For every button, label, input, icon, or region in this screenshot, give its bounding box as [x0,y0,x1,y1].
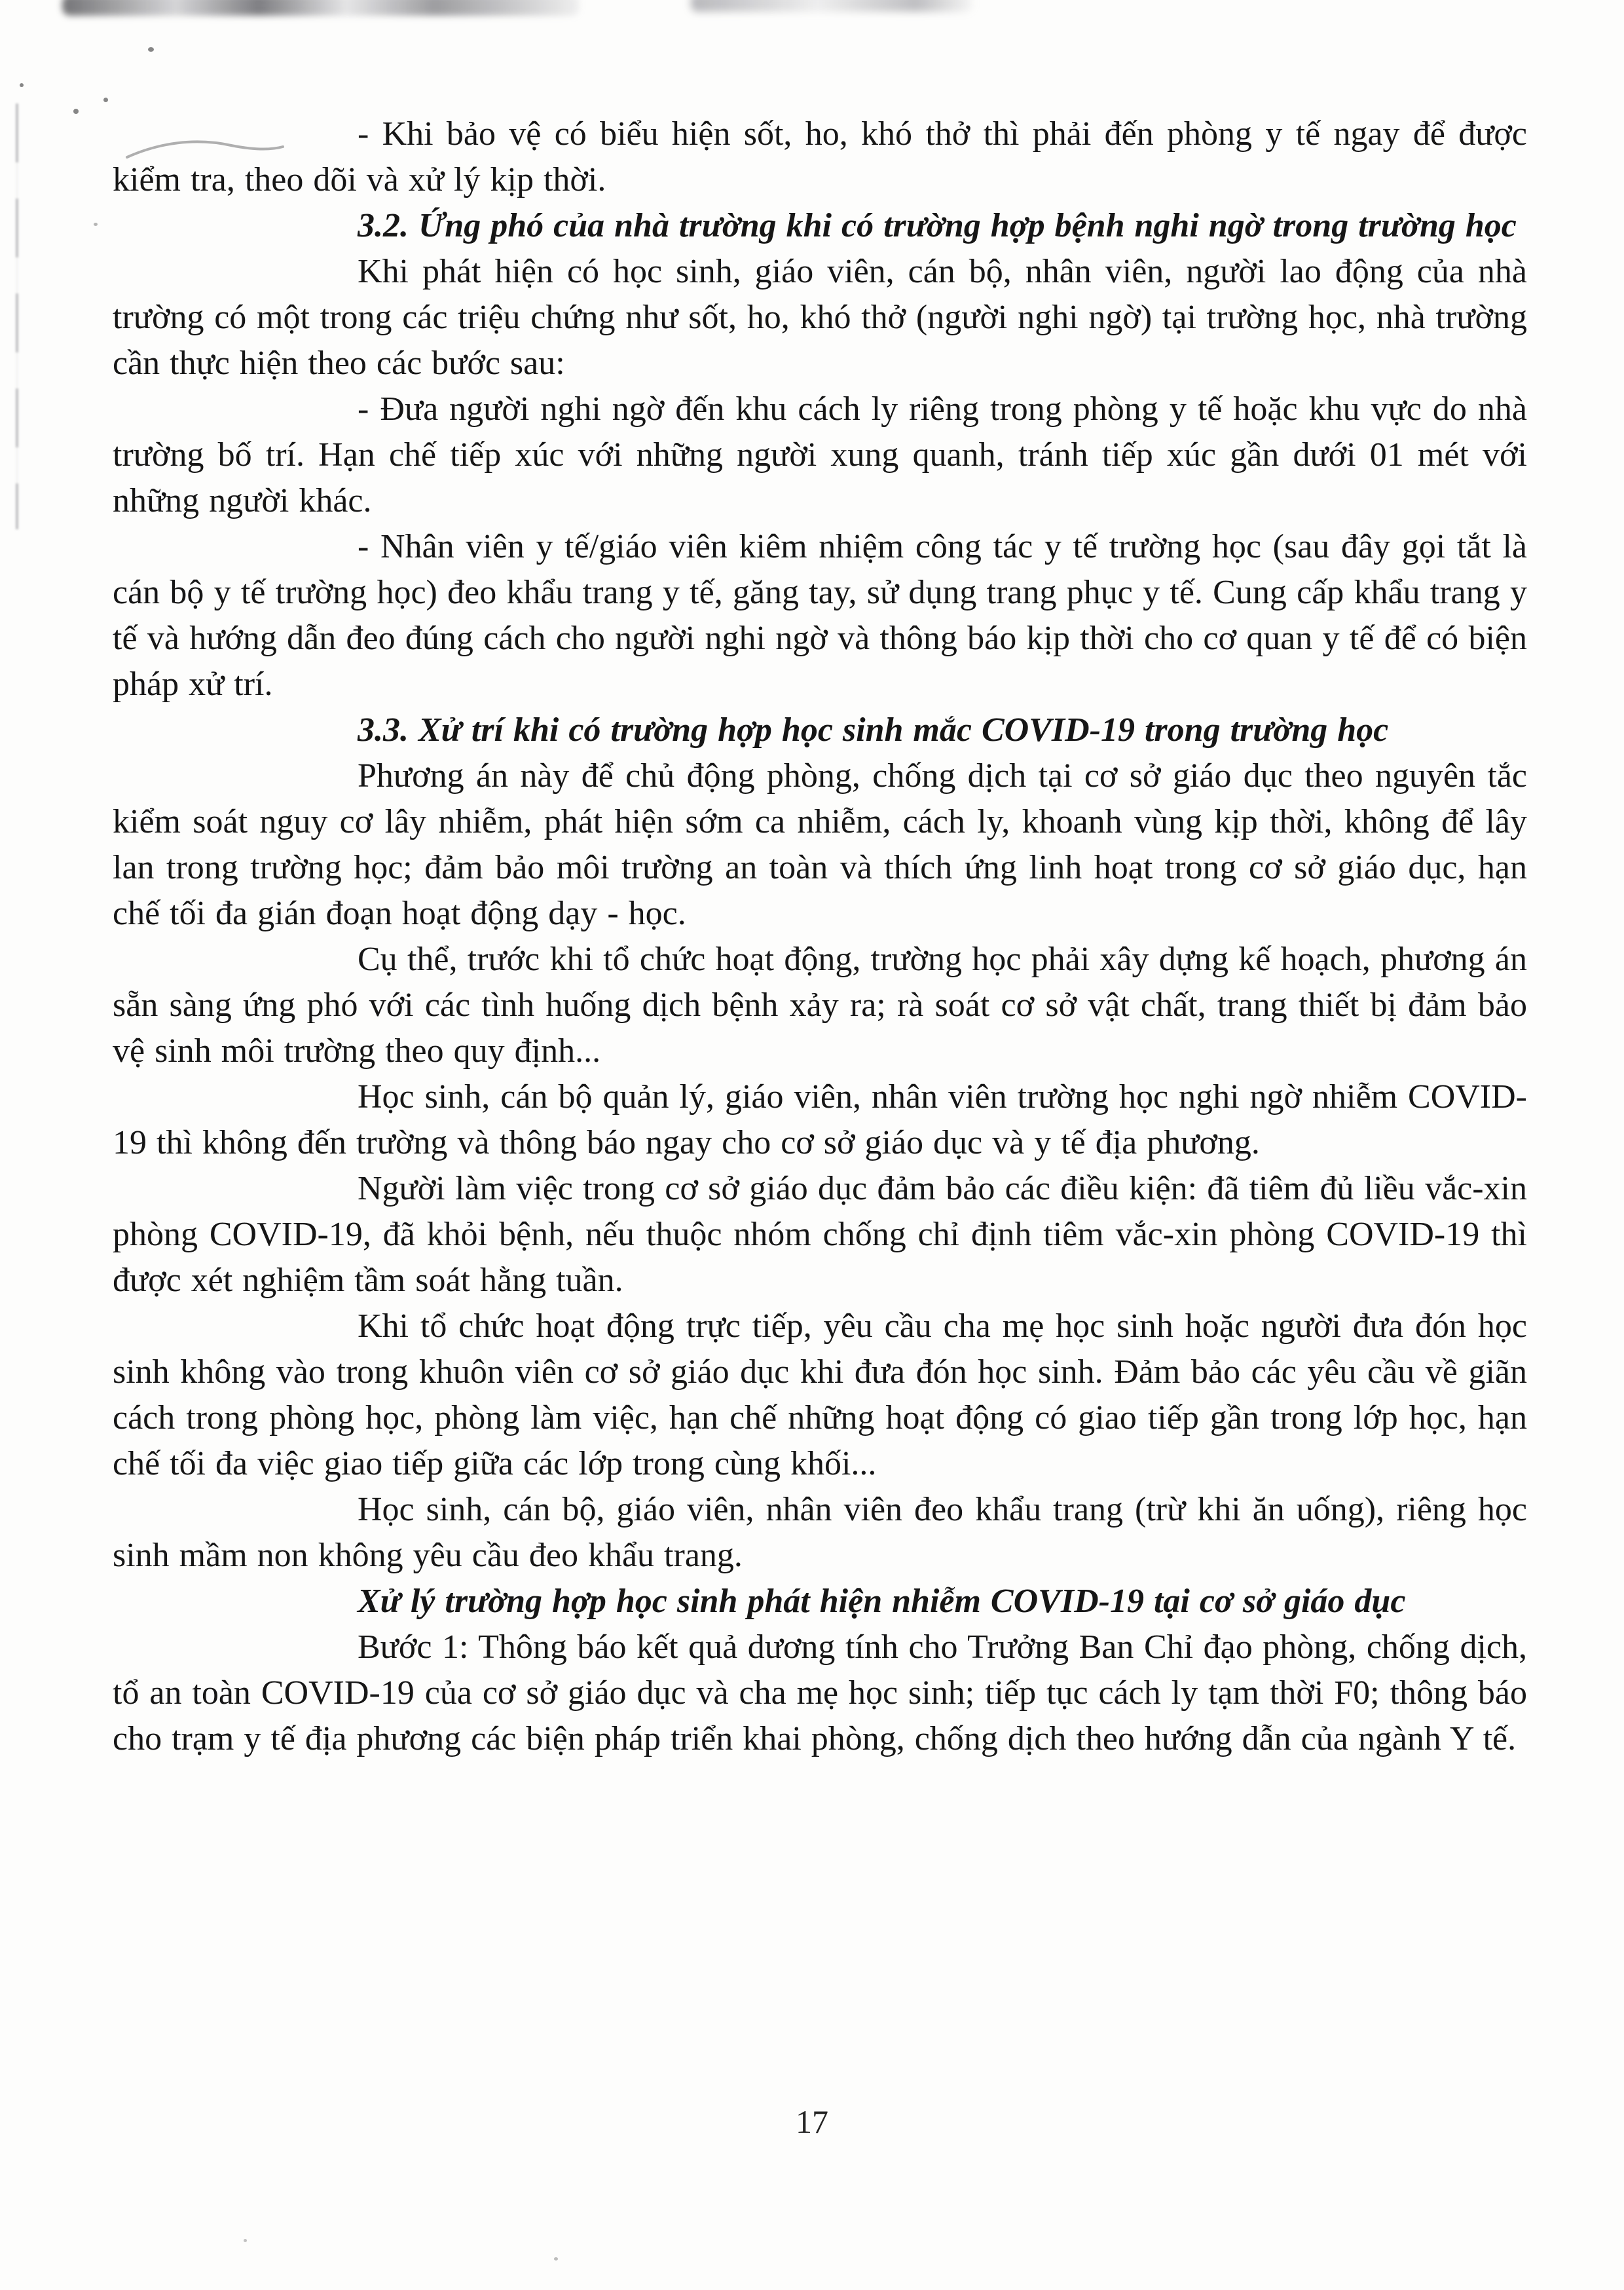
scan-speck-artifact [554,2257,558,2261]
scan-edge-line-artifact [16,103,18,529]
scan-speck-artifact [244,2239,247,2242]
para-staff-vaccination: Người làm việc trong cơ sở giáo dục đảm bảo các điều kiện: đã tiêm đủ liều vắc-xin phòng COVID-19, đã khỏi bệnh, nếu thuộc nhóm chống chỉ định tiêm vắc-xin phòng COVID-19 thì được xét nghiệm tầm soát hằng tuần. [113,1170,1527,1299]
scan-smudge-artifact [62,0,580,16]
para-medical-staff-step: - Nhân viên y tế/giáo viên kiêm nhiệm công tác y tế trường học (sau đây gọi tắt là cán bộ y tế trường học) đeo khẩu trang y tế, găng tay, sử dụng trang phục y tế. Cung cấp khẩu trang y tế và hướng dẫn đeo đúng cách cho người nghi ngờ và thông báo kịp thời cho cơ quan y tế để có biện pháp xử trí. [113,528,1527,703]
scan-speck-artifact [103,98,108,102]
para-plan-purpose: Phương án này để chủ động phòng, chống dịch tại cơ sở giáo dục theo nguyên tắc kiểm soát nguy cơ lây nhiễm, phát hiện sớm ca nhiễm, cách ly, khoanh vùng kịp thời, không để lây lan trong trường học; đảm bảo môi trường an toàn và thích ứng linh hoạt trong cơ sở giáo dục, hạn chế tối đa gián đoạn hoạt động dạy - học. [113,757,1527,932]
para-parents-distancing: Khi tổ chức hoạt động trực tiếp, yêu cầu cha mẹ học sinh hoặc người đưa đón học sinh không vào trong khuôn viên cơ sở giáo dục khi đưa đón học sinh. Đảm bảo các yêu cầu về giãn cách trong phòng học, phòng làm việc, hạn chế những hoạt động có giao tiếp gần trong lớp học, hạn chế tối đa việc giao tiếp giữa các lớp trong cùng khối... [113,1307,1527,1482]
para-isolation-step: - Đưa người nghi ngờ đến khu cách ly riêng trong phòng y tế hoặc khu vực do nhà trường bố trí. Hạn chế tiếp xúc với những người xung quanh, tránh tiếp xúc gần dưới 01 mét với những người khác. [113,390,1527,519]
scan-speck-artifact [20,83,24,87]
heading-3-3: 3.3. Xử trí khi có trường hợp học sinh mắc COVID-19 trong trường học [358,711,1389,749]
page-number: 17 [796,2103,828,2140]
scan-speck-artifact [94,223,98,226]
heading-handling-f0: Xử lý trường hợp học sinh phát hiện nhiễm COVID-19 tại cơ sở giáo dục [358,1583,1406,1620]
para-guard-fever: - Khi bảo vệ có biểu hiện sốt, ho, khó thở thì phải đến phòng y tế ngay để được kiểm tra, theo dõi và xử lý kịp thời. [113,115,1527,198]
heading-3-2: 3.2. Ứng phó của nhà trường khi có trường hợp bệnh nghi ngờ trong trường học [358,207,1517,244]
para-mask-rules: Học sinh, cán bộ, giáo viên, nhân viên đeo khẩu trang (trừ khi ăn uống), riêng học sinh mầm non không yêu cầu đeo khẩu trang. [113,1491,1527,1574]
scan-speck-artifact [73,109,79,114]
para-detection-steps-intro: Khi phát hiện có học sinh, giáo viên, cán bộ, nhân viên, người lao động của nhà trường có một trong các triệu chứng như sốt, ho, khó thở (người nghi ngờ) tại trường học, nhà trường cần thực hiện theo các bước sau: [113,253,1527,382]
para-suspected-stay-home: Học sinh, cán bộ quản lý, giáo viên, nhân viên trường học nghi ngờ nhiễm COVID-19 thì không đến trường và thông báo ngay cho cơ sở giáo dục và y tế địa phương. [113,1078,1527,1161]
text-block [113,111,1527,1762]
scan-speck-artifact [148,47,154,52]
para-step-1: Bước 1: Thông báo kết quả dương tính cho Trưởng Ban Chỉ đạo phòng, chống dịch, tổ an toàn COVID-19 của cơ sở giáo dục và cha mẹ học sinh; tiếp tục cách ly tạm thời F0; thông báo cho trạm y tế địa phương các biện pháp triển khai phòng, chống dịch theo hướng dẫn của ngành Y tế. [113,1628,1527,1757]
para-preparation: Cụ thể, trước khi tổ chức hoạt động, trường học phải xây dựng kế hoạch, phương án sẵn sàng ứng phó với các tình huống dịch bệnh xảy ra; rà soát cơ sở vật chất, trang thiết bị đảm bảo vệ sinh môi trường theo quy định... [113,941,1527,1070]
scan-smudge-artifact [691,0,972,12]
